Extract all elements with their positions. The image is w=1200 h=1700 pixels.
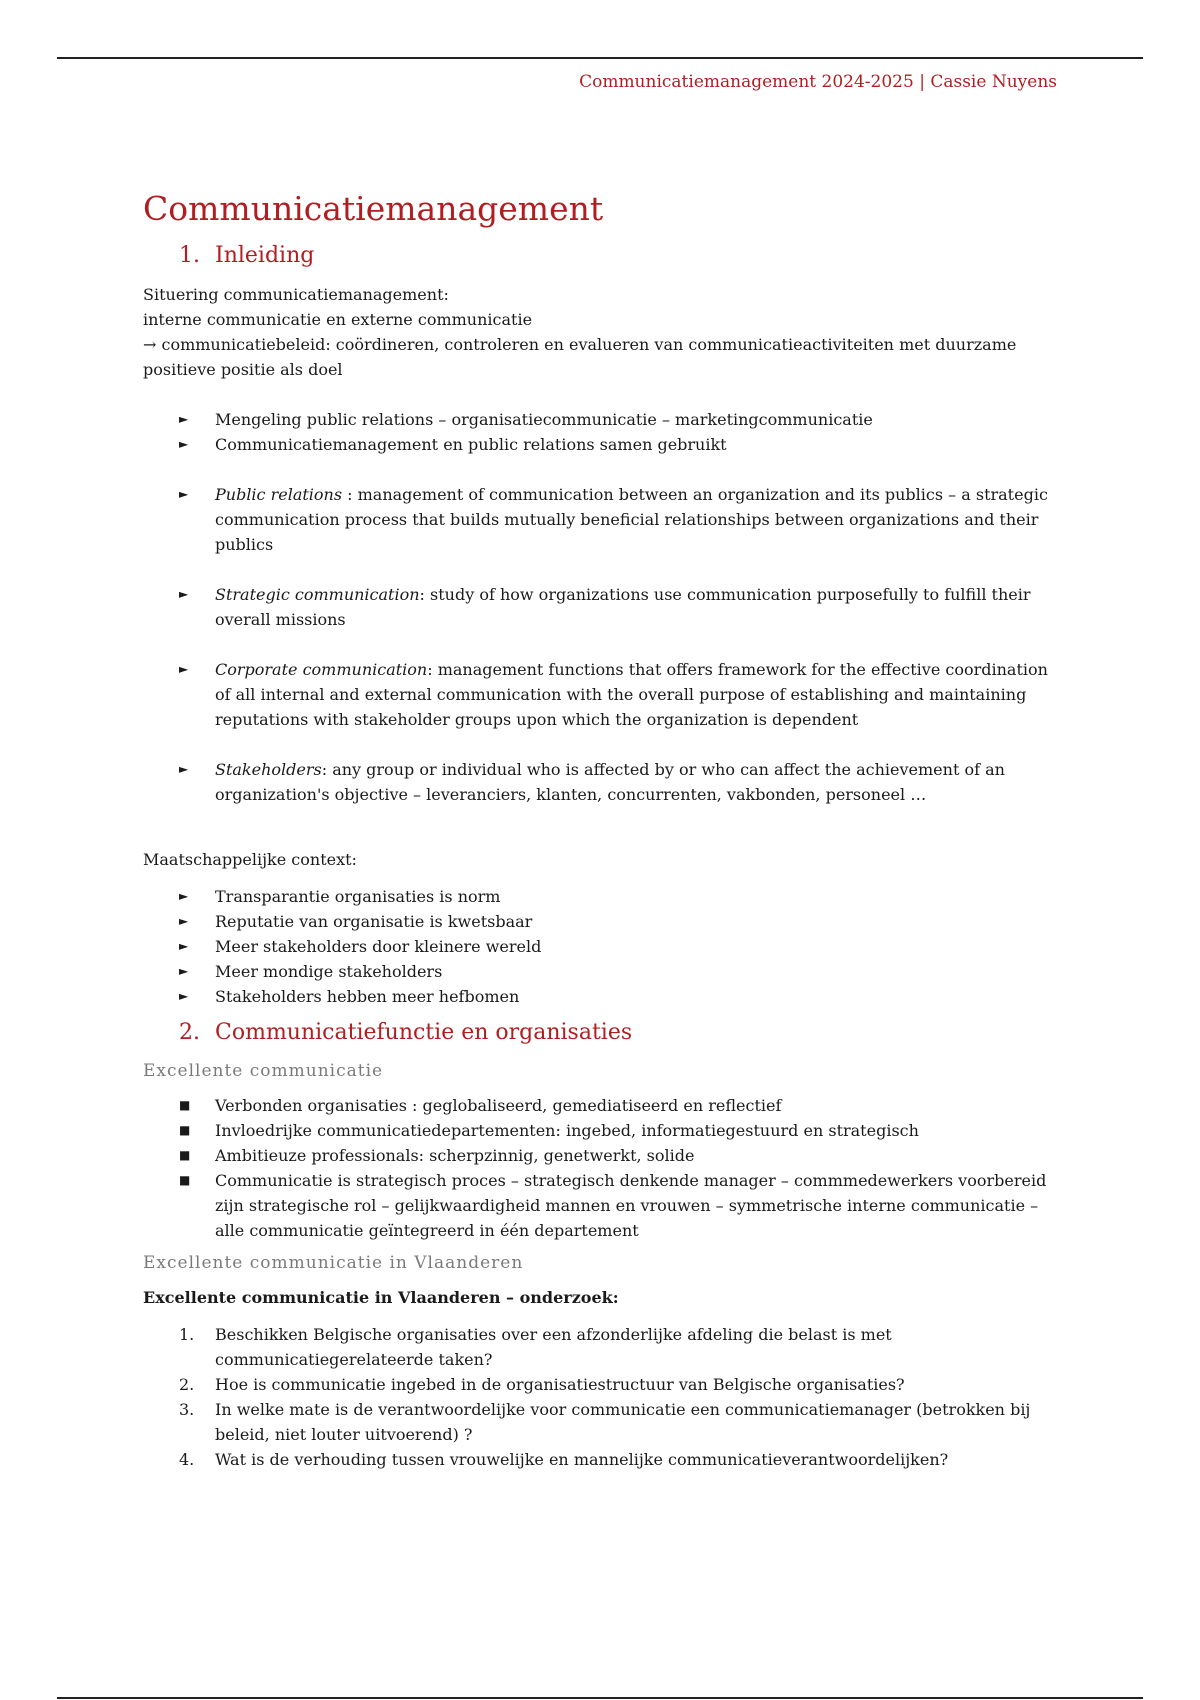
list-item: 3. In welke mate is de verantwoordelijke voor communicatie een communicatiemanager (betrokken bij beleid, niet louter uitvoerend) ? bbox=[143, 1397, 1068, 1447]
definition-list bbox=[143, 582, 1068, 632]
section-heading-communicatiefunctie bbox=[143, 1017, 1068, 1049]
section-number: 2. bbox=[179, 1020, 200, 1045]
context-label: Maatschappelijke context: bbox=[143, 850, 357, 869]
list-item: ► Reputatie van organisatie is kwetsbaar bbox=[143, 909, 1068, 934]
list-item: ■ Ambitieuze professionals: scherpzinnig, genetwerkt, solide bbox=[143, 1143, 1068, 1168]
triangle-bullet-icon: ► bbox=[179, 587, 189, 601]
research-heading: Excellente communicatie in Vlaanderen – onderzoek: bbox=[143, 1288, 619, 1307]
item-number: 3. bbox=[179, 1400, 195, 1419]
square-bullet-icon: ■ bbox=[179, 1148, 191, 1162]
definition-text: : any group or individual who is affected by or who can affect the achievement of an organization's objective – leveranciers, klanten, concurrenten, vakbonden, personeel … bbox=[215, 760, 1005, 804]
running-header: Communicatiemanagement 2024-2025 | Cassie Nuyens bbox=[579, 72, 1057, 92]
triangle-bullet-icon: ► bbox=[179, 989, 189, 1003]
definition-term: Strategic communication bbox=[215, 585, 420, 604]
triangle-bullet-icon: ► bbox=[179, 487, 189, 501]
list-item: ■ Invloedrijke communicatiedepartementen: ingebed, informatiegestuurd en strategisch bbox=[143, 1118, 1068, 1143]
intro-line: interne communicatie en externe communicatie bbox=[143, 310, 533, 329]
header-rule bbox=[57, 57, 1143, 59]
triangle-bullet-icon: ► bbox=[179, 964, 189, 978]
section-heading-inleiding bbox=[143, 240, 1068, 272]
definition-term: Corporate communication bbox=[215, 660, 428, 679]
triangle-bullet-icon: ► bbox=[179, 412, 189, 426]
list-item: ► Meer stakeholders door kleinere wereld bbox=[143, 934, 1068, 959]
context-list bbox=[143, 884, 1068, 1009]
document-title: Communicatiemanagement bbox=[143, 189, 604, 228]
list-item: ► Meer mondige stakeholders bbox=[143, 959, 1068, 984]
list-item: 1. Beschikken Belgische organisaties over een afzonderlijke afdeling die belast is met communicatiegerelateerde taken? bbox=[143, 1322, 1068, 1372]
definition-term: Stakeholders bbox=[215, 760, 322, 779]
definition-item bbox=[143, 582, 1068, 632]
square-bullet-icon: ■ bbox=[179, 1098, 191, 1112]
section-title: Communicatiefunctie en organisaties bbox=[215, 1020, 633, 1045]
document-body bbox=[143, 186, 1068, 1472]
list-item: 2. Hoe is communicatie ingebed in de organisatiestructuur van Belgische organisaties? bbox=[143, 1372, 1068, 1397]
definition-list bbox=[143, 757, 1068, 807]
definition-item bbox=[143, 657, 1068, 732]
triangle-bullet-icon: ► bbox=[179, 437, 189, 451]
definition-term: Public relations bbox=[215, 485, 343, 504]
intro-line: → communicatiebeleid: coördineren, controleren en evalueren van communicatieactiviteiten met duurzame positieve positie als doel bbox=[143, 335, 1017, 379]
list-item: ► Mengeling public relations – organisatiecommunicatie – marketingcommunicatie bbox=[143, 407, 1068, 432]
list-item: ■ Communicatie is strategisch proces – strategisch denkende manager – commmedewerkers voorbereid zijn strategische rol – gelijkwaardigheid mannen en vrouwen – symmetrische interne communicatie – alle communicatie geïntegreerd in één departement bbox=[143, 1168, 1068, 1243]
item-number: 1. bbox=[179, 1325, 195, 1344]
list-item: ► Stakeholders hebben meer hefbomen bbox=[143, 984, 1068, 1009]
triangle-bullet-icon: ► bbox=[179, 762, 189, 776]
definition-list bbox=[143, 657, 1068, 732]
square-bullet-icon: ■ bbox=[179, 1173, 191, 1187]
square-bullet-icon: ■ bbox=[179, 1123, 191, 1137]
footer-rule bbox=[57, 1697, 1143, 1699]
item-number: 4. bbox=[179, 1450, 195, 1469]
list-item: ► Communicatiemanagement en public relations samen gebruikt bbox=[143, 432, 1068, 457]
research-questions bbox=[143, 1322, 1068, 1472]
triangle-bullet-icon: ► bbox=[179, 939, 189, 953]
definition-list bbox=[143, 482, 1068, 557]
definition-item bbox=[143, 757, 1068, 807]
bullet-list bbox=[143, 407, 1068, 457]
triangle-bullet-icon: ► bbox=[179, 914, 189, 928]
subheading-excellente-communicatie: Excellente communicatie bbox=[143, 1061, 384, 1081]
triangle-bullet-icon: ► bbox=[179, 662, 189, 676]
triangle-bullet-icon: ► bbox=[179, 889, 189, 903]
item-number: 2. bbox=[179, 1375, 195, 1394]
definition-item bbox=[143, 482, 1068, 557]
definition-text: : management functions that offers framework for the effective coordination of all internal and external communication with the overall purpose of establishing and maintaining reputations with stakeholder groups upon which the organization is dependent bbox=[215, 660, 1048, 729]
definition-text: : management of communication between an organization and its publics – a strategic communication process that builds mutually beneficial relationships between organizations and their publics bbox=[215, 485, 1048, 554]
intro-line: Situering communicatiemanagement: bbox=[143, 285, 449, 304]
definition-text: : study of how organizations use communication purposefully to fulfill their overall missions bbox=[215, 585, 1031, 629]
list-item: ► Transparantie organisaties is norm bbox=[143, 884, 1068, 909]
list-item: 4. Wat is de verhouding tussen vrouwelijke en mannelijke communicatieverantwoordelijken? bbox=[143, 1447, 1068, 1472]
subheading-vlaanderen: Excellente communicatie in Vlaanderen bbox=[143, 1253, 524, 1273]
section-number: 1. bbox=[179, 243, 200, 268]
section-title: Inleiding bbox=[215, 243, 315, 268]
excellence-list bbox=[143, 1093, 1068, 1243]
list-item: ■ Verbonden organisaties : geglobaliseerd, gemediatiseerd en reflectief bbox=[143, 1093, 1068, 1118]
